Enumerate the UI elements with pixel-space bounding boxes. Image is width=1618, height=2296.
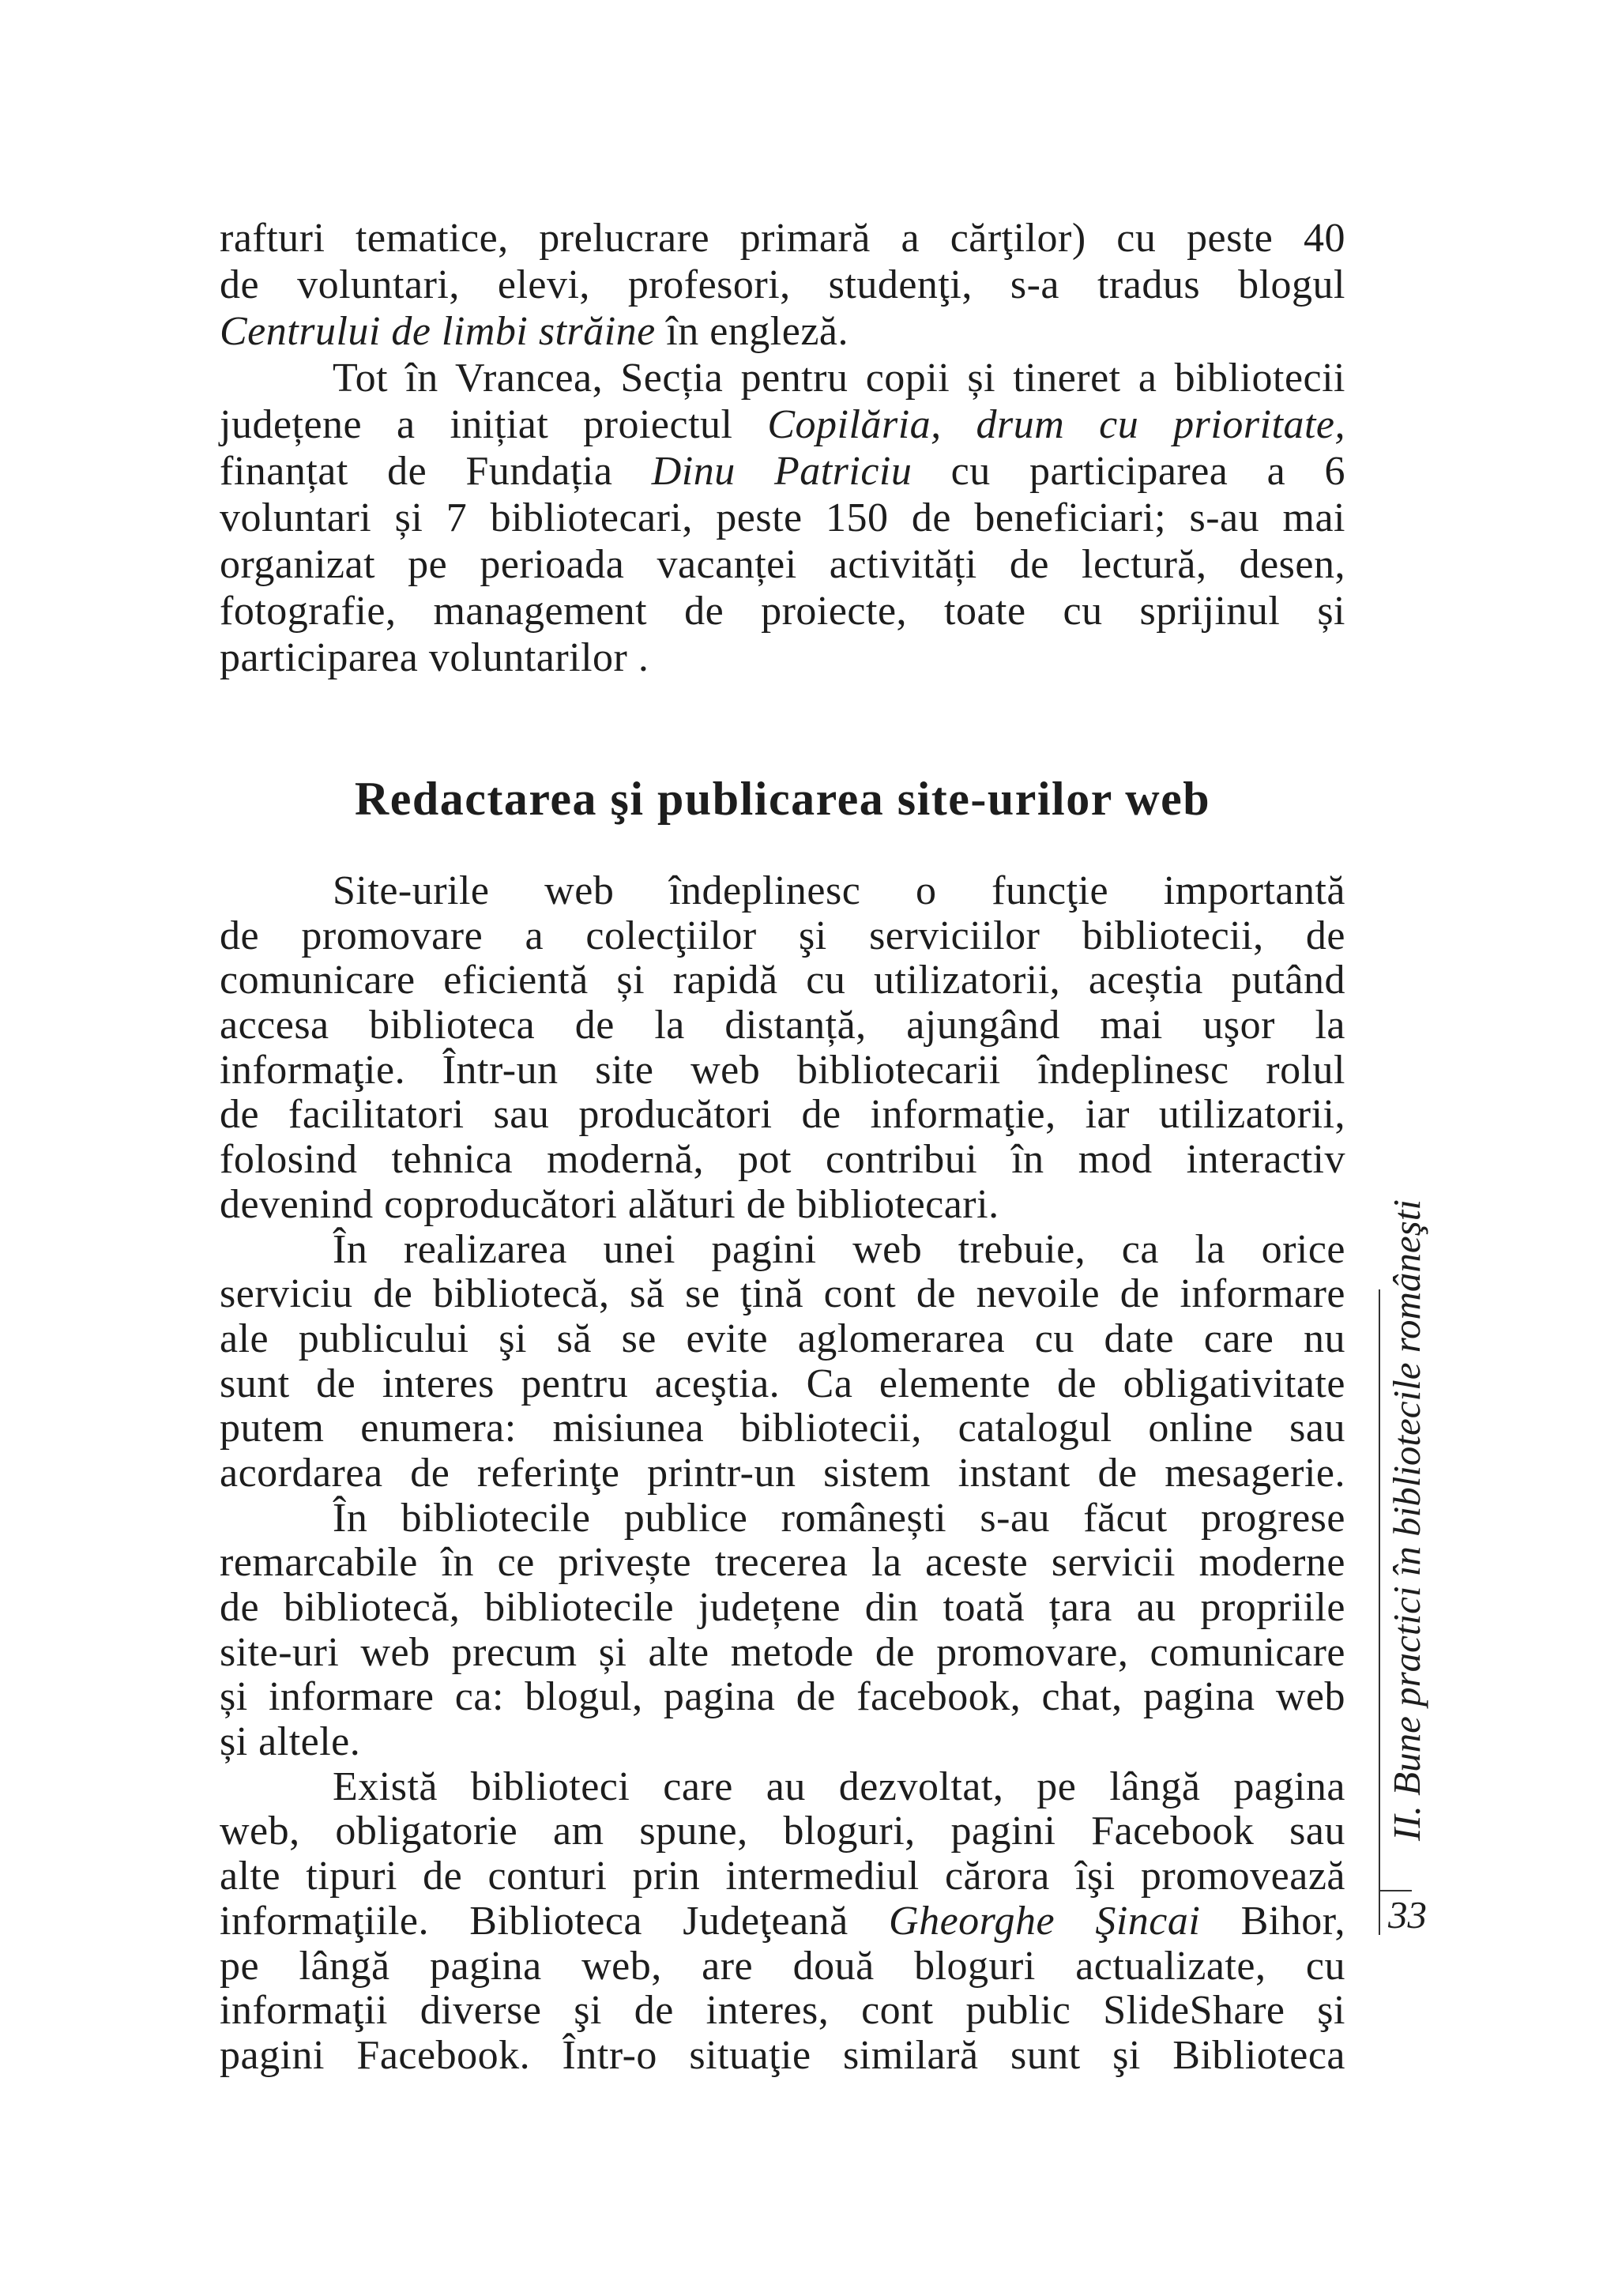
italic-name: Gheorghe Şincai bbox=[889, 1898, 1201, 1944]
text-line: de promovare a colecţiilor şi serviciilor bibliotecii, de bbox=[220, 913, 1345, 958]
paragraph bbox=[220, 869, 1345, 1228]
text-line: de facilitatori sau producători de informaţie, iar utilizatorii, bbox=[220, 1092, 1345, 1138]
text-line: folosind tehnica modernă, pot contribui în mod interactiv bbox=[220, 1137, 1345, 1183]
text-line: de bibliotecă, bibliotecile județene din toată țara au propriile bbox=[220, 1585, 1345, 1630]
text-segment: cu participarea a 6 bbox=[912, 449, 1346, 494]
text-line: rafturi tematice, prelucrare primară a cărţilor) cu peste 40 bbox=[220, 216, 1345, 261]
text-line: accesa biblioteca de la distanță, ajungând mai uşor la bbox=[220, 1003, 1345, 1048]
text-line bbox=[220, 448, 1345, 495]
paragraph bbox=[220, 215, 1345, 355]
text-line: web, obligatorie am spune, bloguri, pagini Facebook sau bbox=[220, 1809, 1345, 1854]
italic-title: Centrului de limbi străine bbox=[220, 309, 656, 354]
page-number-rule bbox=[1379, 1890, 1412, 1891]
text-line: putem enumera: misiunea bibliotecii, catalogul online sau bbox=[220, 1406, 1345, 1451]
text-line: remarcabile în ce privește trecerea la aceste servicii moderne bbox=[220, 1540, 1345, 1586]
text-segment: finanțat de Fundația bbox=[220, 449, 652, 494]
text-line: acordarea de referinţe printr-un sistem instant de mesagerie. bbox=[220, 1450, 1345, 1496]
text-line: comunicare eficientă și rapidă cu utilizatorii, aceștia putând bbox=[220, 958, 1345, 1003]
text-section-web bbox=[220, 869, 1345, 2079]
text-line: site-uri web precum și alte metode de promovare, comunicare bbox=[220, 1629, 1345, 1675]
text-line: pe lângă pagina web, are două bloguri actualizate, cu bbox=[220, 1943, 1345, 1989]
text-section-intro bbox=[220, 215, 1345, 681]
paragraph bbox=[220, 1228, 1345, 1496]
text-line: și altele. bbox=[220, 1719, 361, 1765]
text-line bbox=[220, 1899, 1345, 1944]
text-line: de voluntari, elevi, profesori, studenţi, s-a tradus blogul bbox=[220, 262, 1345, 307]
text-line: organizat pe perioada vacanței activități de lectură, desen, bbox=[220, 542, 1345, 587]
page-number: 33 bbox=[1388, 1893, 1427, 1937]
text-segment: județene a inițiat proiectul bbox=[220, 402, 768, 447]
text-line: Există biblioteci care au dezvoltat, pe lângă pagina bbox=[333, 1763, 1345, 1809]
margin-rule bbox=[1379, 1289, 1380, 1935]
text-line: Site-urile web îndeplinesc o funcţie importantă bbox=[333, 868, 1345, 913]
text-line: informaţie. Într-un site web bibliotecarii îndeplinesc rolul bbox=[220, 1047, 1345, 1093]
italic-name: Dinu Patriciu bbox=[651, 449, 912, 494]
text-line: În realizarea unei pagini web trebuie, ca la orice bbox=[333, 1226, 1345, 1272]
text-segment: în engleză. bbox=[655, 309, 849, 354]
text-line: și informare ca: blogul, pagina de facebook, chat, pagina web bbox=[220, 1674, 1345, 1720]
text-segment: informaţiile. Biblioteca Judeţeană bbox=[220, 1898, 890, 1944]
text-line: voluntari și 7 bibliotecari, peste 150 de beneficiari; s-au mai bbox=[220, 495, 1345, 540]
section-heading: Redactarea şi publicarea site-urilor web bbox=[354, 773, 1211, 825]
text-line: fotografie, management de proiecte, toate cu sprijinul și bbox=[220, 589, 1345, 634]
text-line: pagini Facebook. Într-o situaţie similară sunt şi Biblioteca bbox=[220, 2032, 1345, 2078]
italic-title: Copilăria, drum cu prioritate, bbox=[767, 402, 1345, 447]
text-line: serviciu de bibliotecă, să se ţină cont de nevoile de informare bbox=[220, 1271, 1345, 1317]
text-line: devenind coproducători alături de bibliotecari. bbox=[220, 1181, 999, 1227]
paragraph bbox=[220, 1496, 1345, 1765]
text-line: În bibliotecile publice românești s-au făcut progrese bbox=[333, 1495, 1345, 1541]
text-line bbox=[220, 401, 1345, 448]
text-line: participarea voluntarilor . bbox=[220, 635, 649, 680]
text-segment: Bihor, bbox=[1200, 1898, 1345, 1944]
text-line: informaţii diverse şi de interes, cont public SlideShare şi bbox=[220, 1988, 1345, 2034]
text-line: ale publicului şi să se evite aglomerarea cu date care nu bbox=[220, 1315, 1345, 1361]
paragraph bbox=[220, 1765, 1345, 2079]
text-line: alte tipuri de conturi prin intermediul cărora îşi promovează bbox=[220, 1854, 1345, 1899]
running-head: II. Bune practici în bibliotecile româneşti bbox=[1385, 1199, 1428, 1842]
paragraph bbox=[220, 355, 1345, 681]
text-line: Tot în Vrancea, Secția pentru copii și tineret a bibliotecii bbox=[333, 356, 1345, 401]
text-line bbox=[220, 308, 1345, 355]
text-line: sunt de interes pentru aceştia. Ca elemente de obligativitate bbox=[220, 1361, 1345, 1406]
